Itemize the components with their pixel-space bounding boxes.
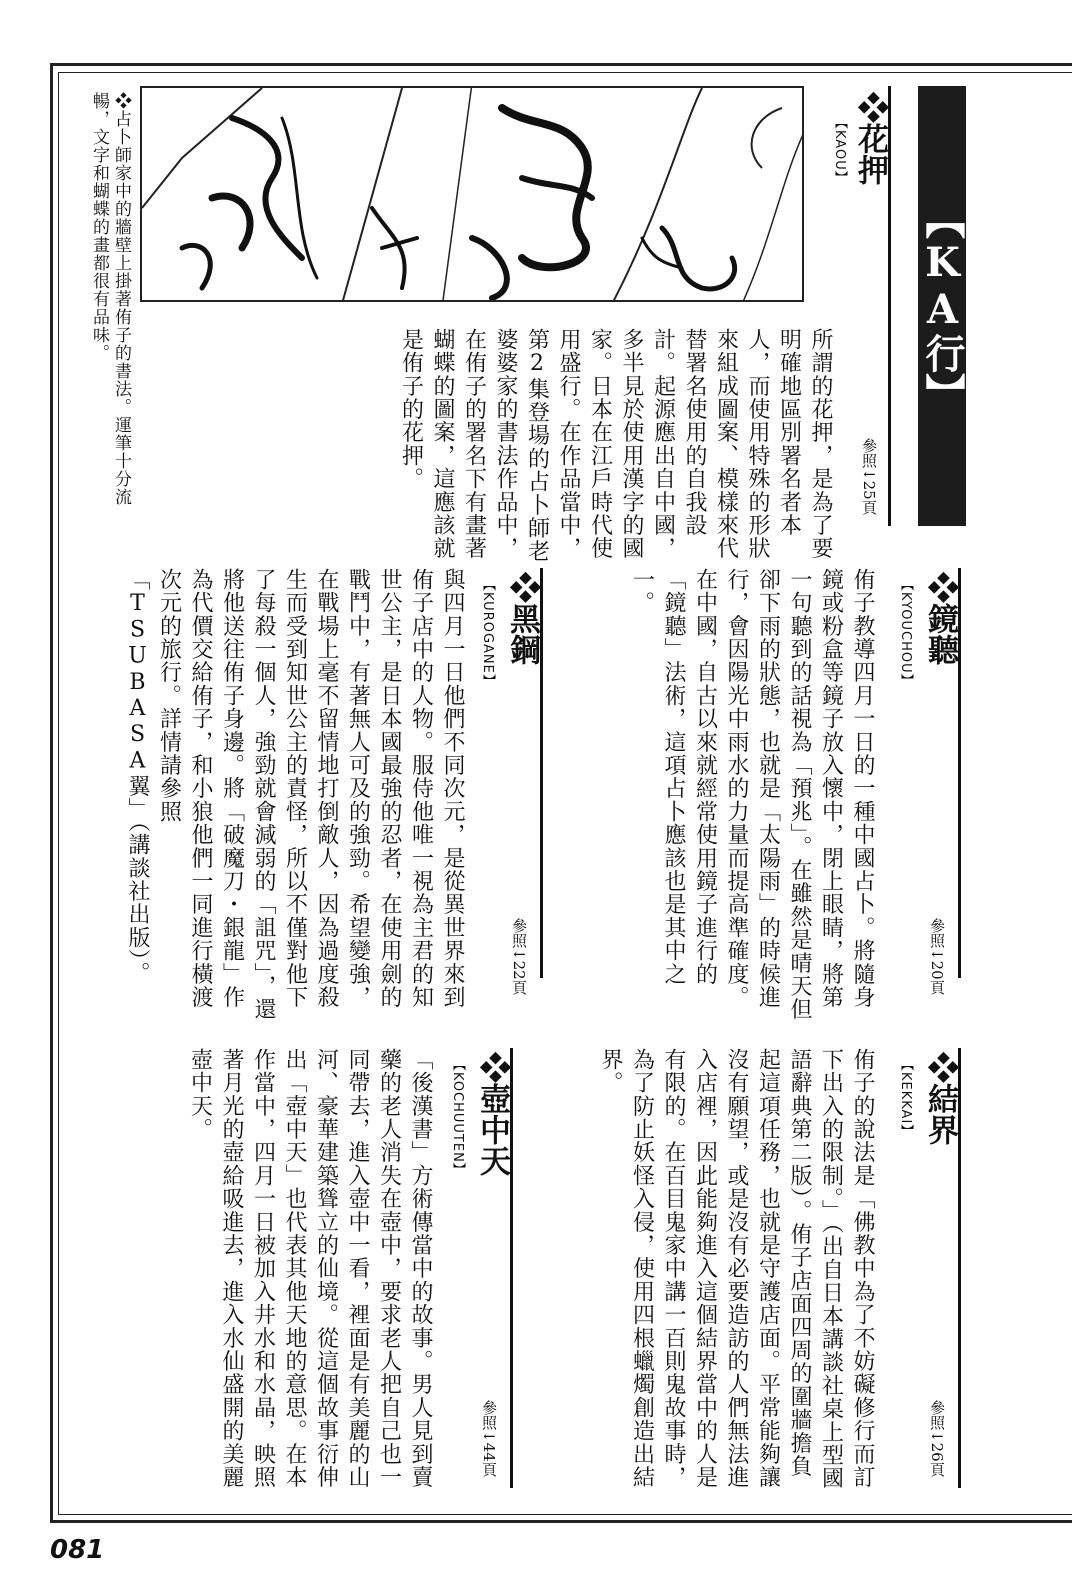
calligraphy-illustration bbox=[140, 86, 804, 302]
kurogane-romaji: 【KUROGANE】 bbox=[480, 578, 495, 688]
kochuuten-romaji: 【KOCHUUTEN】 bbox=[450, 1058, 465, 1177]
kaou-rule bbox=[888, 86, 891, 526]
kurogane-rule bbox=[540, 568, 543, 978]
section-banner bbox=[918, 86, 966, 526]
kurogane-ref: 參照↓22頁 bbox=[510, 918, 528, 995]
kochuuten-title: ❖壺中天 bbox=[474, 1052, 510, 1176]
section-banner-text: 【KA行】 bbox=[919, 199, 966, 413]
kekkai-rule bbox=[958, 1048, 961, 1488]
kaou-ref: 參照↓25頁 bbox=[860, 438, 878, 515]
kurogane-title: ❖黑鋼 bbox=[504, 572, 540, 665]
kekkai-ref: 參照↓26頁 bbox=[928, 1400, 946, 1477]
kochuuten-rule bbox=[510, 1048, 513, 1488]
kyouchou-title: ❖鏡聽 bbox=[922, 572, 958, 665]
kurogane-body: 與四月一日他們不同次元，是從異世界來到侑子店中的人物。服侍他唯一視為主君的知世公主，是日本國最強的忍者，在使用劍的戰鬥中，有著無人可及的強勁。希望變強，在戰場上毫不留情地打倒敵人，因為過度殺生而受到知世公主的責怪，所以不僅對他下了每殺一個人，強勁就會減弱的「詛咒」，還將他送往侑子身邊。將「破魔刀・銀龍」作為代價交給侑子，和小狼他們一同進行橫渡次元的旅行。詳情請參照「TSUBASA翼」（講談社出版）。 bbox=[125, 568, 465, 1021]
kekkai-romaji: 【KEKKAI】 bbox=[898, 1058, 913, 1139]
kyouchou-body: 侑子教導四月一日的一種中國占卜。將隨身鏡或粉盒等鏡子放入懷中，閉上眼睛，將第一句聽到的話視為「預兆」。在雖然是晴天但卻下雨的狀態，也就是「太陽雨」的時候進行，會因陽光中雨水的力量而提高準確度。在中國，自古以來就經常使用鏡子進行的「鏡聽」法術，這項占卜應該也是其中之一。 bbox=[629, 568, 875, 1021]
kyouchou-romaji: 【KYOUCHOU】 bbox=[898, 578, 913, 688]
kekkai-body: 侑子的說法是「佛教中為了不妨礙修行而訂下出入的限制。」（出自日本講談社桌上型國語辭典第二版）。侑子店面四周的圍牆擔負起這項任務，也就是守護店面。平常能夠讓沒有願望，或是沒有必要造訪的人們無法進入店裡，因此能夠進入這個結界當中的人是有限的。在百目鬼家中講一百則鬼故事時，為了防止妖怪入侵，使用四根蠟燭創造出結界。 bbox=[598, 1048, 875, 1490]
kekkai-title: ❖結界 bbox=[922, 1052, 958, 1145]
kyouchou-ref: 參照↓20頁 bbox=[928, 918, 946, 995]
calligraphy-drawing bbox=[142, 88, 804, 302]
kyouchou-rule bbox=[958, 568, 961, 978]
kochuuten-ref: 參照↓44頁 bbox=[480, 1400, 498, 1477]
kaou-body: 所謂的花押，是為了要明確地區別署名者本人，而使用特殊的形狀來組成圖案、模樣來代替署名使用的自我設計。起源應出自中國，多半見於使用漢字的國家。日本在江戶時代使用盛行。在作品當中，第2集登場的占卜師老婆婆家的書法作品中，在侑子的署名下有畫著蝴蝶的圖案，這應該就是侑子的花押。 bbox=[398, 328, 833, 563]
page-number: 081 bbox=[50, 1535, 105, 1565]
illustration-caption: ❖占卜師家中的牆壁上掛著侑子的書法。運筆十分流暢，文字和蝴蝶的畫都很有品味。 bbox=[89, 92, 131, 506]
kaou-title: ❖花押 bbox=[852, 92, 888, 185]
kaou-romaji: 【KAOU】 bbox=[832, 116, 847, 185]
kochuuten-body: 「後漢書」方術傳當中的故事。男人見到賣藥的老人消失在壺中，要求老人把自己也一同帶去，進入壺中一看，裡面是有美麗的山河、豪華建築聳立的仙境。從這個故事衍伸出「壺中天」也代表其他天地的意思。在本作當中，四月一日被加入井水和水晶，映照著月光的壺給吸進去，進入水仙盛開的美麗壺中天。 bbox=[187, 1048, 433, 1489]
